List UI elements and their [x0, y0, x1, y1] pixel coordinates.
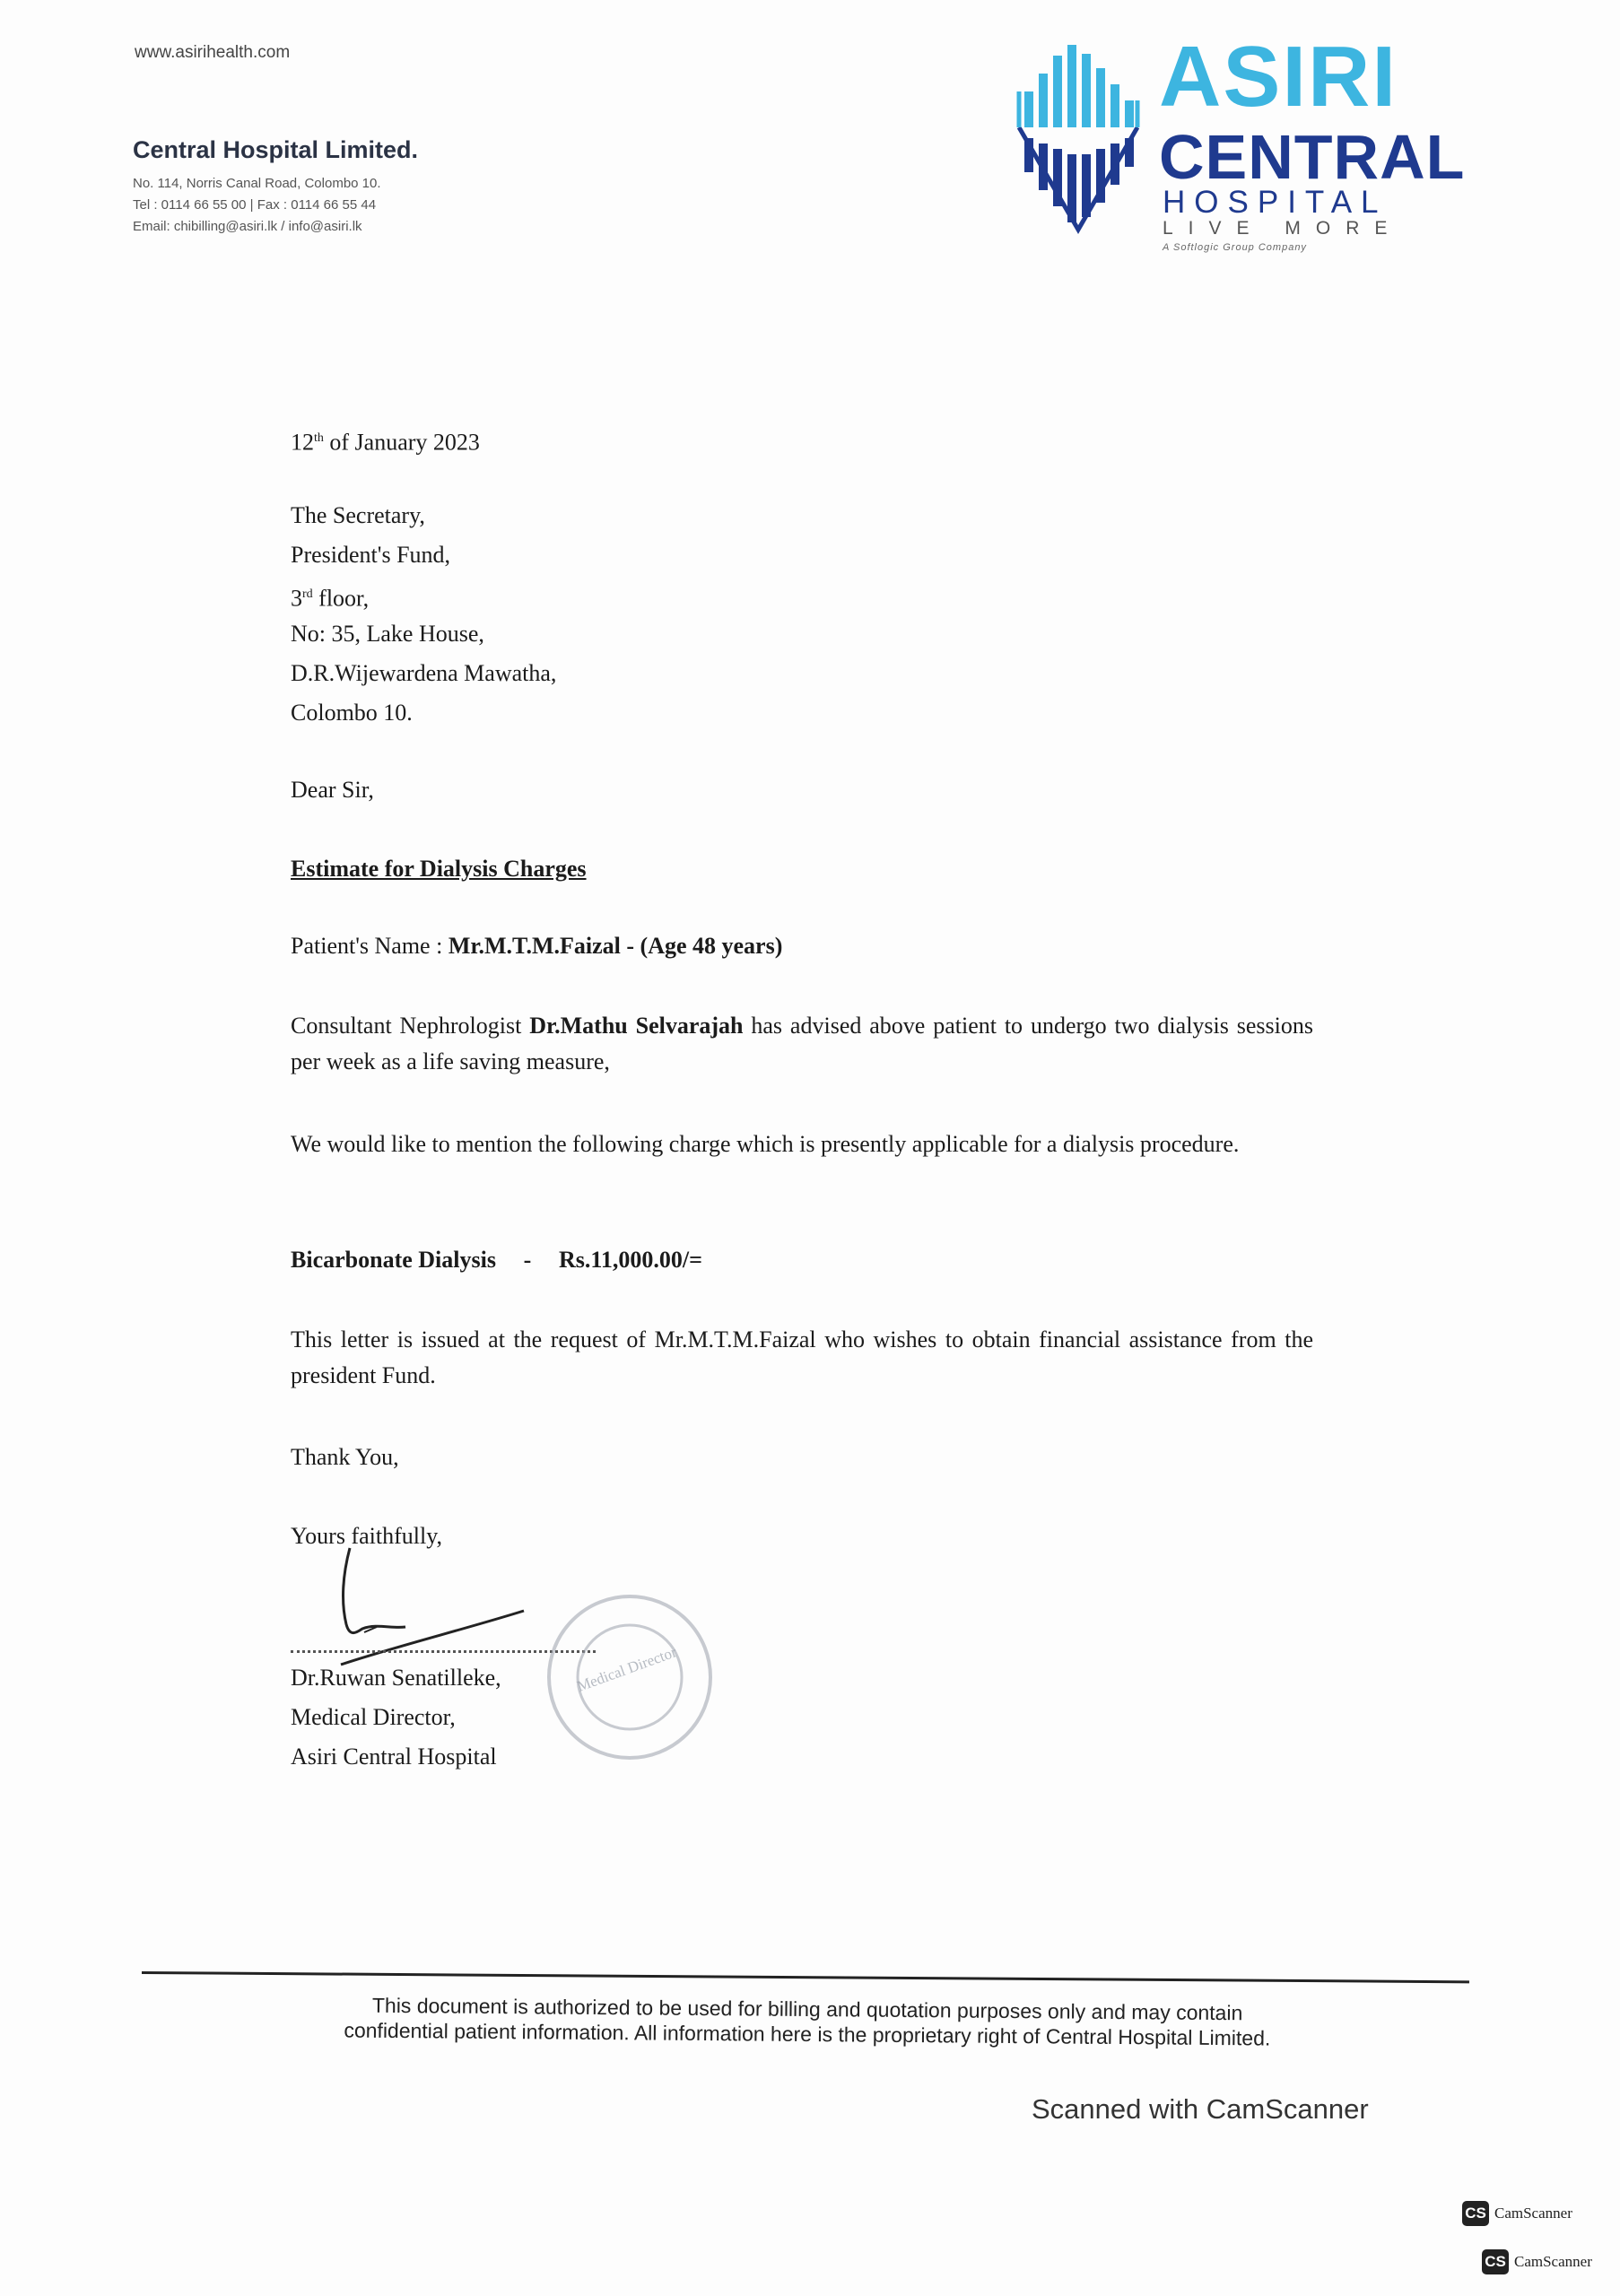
paragraph-charge-intro: We would like to mention the following charge which is presently applicable for a dialysis procedure. [291, 1131, 1240, 1157]
signer-name: Dr.Ruwan Senatilleke, [291, 1665, 501, 1691]
signer-org: Asiri Central Hospital [291, 1744, 497, 1770]
camscanner-badge [1462, 2201, 1572, 2226]
company-phone: Tel : 0114 66 55 00 | Fax : 0114 66 55 44 [133, 197, 377, 213]
camscanner-icon: CS [1462, 2201, 1489, 2226]
recipient-line: President's Fund, [291, 542, 451, 568]
recipient-line: D.R.Wijewardena Mawatha, [291, 660, 557, 686]
patient-name: Patient's Name : Mr.M.T.M.Faizal - (Age 48 years) [291, 933, 783, 959]
recipient-line: 3rd floor, [291, 585, 370, 612]
logo-type: HOSPITAL [1163, 185, 1388, 220]
signature [287, 1539, 538, 1683]
scanned-with-note: Scanned with CamScanner [1032, 2093, 1369, 2125]
charge-line: Bicarbonate Dialysis - Rs.11,000.00/= [291, 1247, 702, 1273]
recipient-line: The Secretary, [291, 502, 425, 528]
company-address: No. 114, Norris Canal Road, Colombo 10. [133, 176, 381, 191]
stamp-text: Medical Director [574, 1643, 679, 1695]
logo-name: CENTRAL [1159, 122, 1466, 192]
website-url: www.asirihealth.com [135, 43, 291, 62]
hospital-logo-icon [1015, 38, 1141, 242]
camscanner-label: CamScanner [1514, 2253, 1592, 2270]
salutation: Dear Sir, [291, 777, 374, 803]
camscanner-badge [1482, 2249, 1592, 2274]
paragraph-request: This letter is issued at the request of Mr.M.T.M.Faizal who wishes to obtain financial assistance from the president Fund. [291, 1326, 1313, 1388]
letter-subject: Estimate for Dialysis Charges [291, 856, 587, 882]
official-stamp [542, 1589, 718, 1765]
logo-group: A Softlogic Group Company [1163, 242, 1307, 253]
logo-tagline: LIVE MORE [1163, 218, 1403, 239]
camscanner-label: CamScanner [1494, 2205, 1572, 2222]
recipient-line: No: 35, Lake House, [291, 621, 484, 647]
closing: Yours faithfully, [291, 1523, 443, 1549]
camscanner-icon: CS [1482, 2249, 1509, 2274]
letter-date: 12th of January 2023 [291, 429, 480, 456]
paragraph-advice: Consultant Nephrologist Dr.Mathu Selvarajah has advised above patient to undergo two dialysis sessions per week as a life saving measure, [291, 1013, 1313, 1074]
recipient-line: Colombo 10. [291, 700, 413, 726]
footer-disclaimer: This document is authorized to be used for billing and quotation purposes only and may contain confidential patient information. All information here is the proprietary right of Central Hospital Limited. [344, 1993, 1271, 2050]
logo-brand: ASIRI [1159, 29, 1398, 125]
thanks: Thank You, [291, 1444, 399, 1470]
footer-divider [142, 1971, 1469, 1983]
signer-title: Medical Director, [291, 1704, 456, 1730]
company-email: Email: chibilling@asiri.lk / info@asiri.lk [133, 219, 362, 234]
company-name: Central Hospital Limited. [133, 136, 419, 163]
